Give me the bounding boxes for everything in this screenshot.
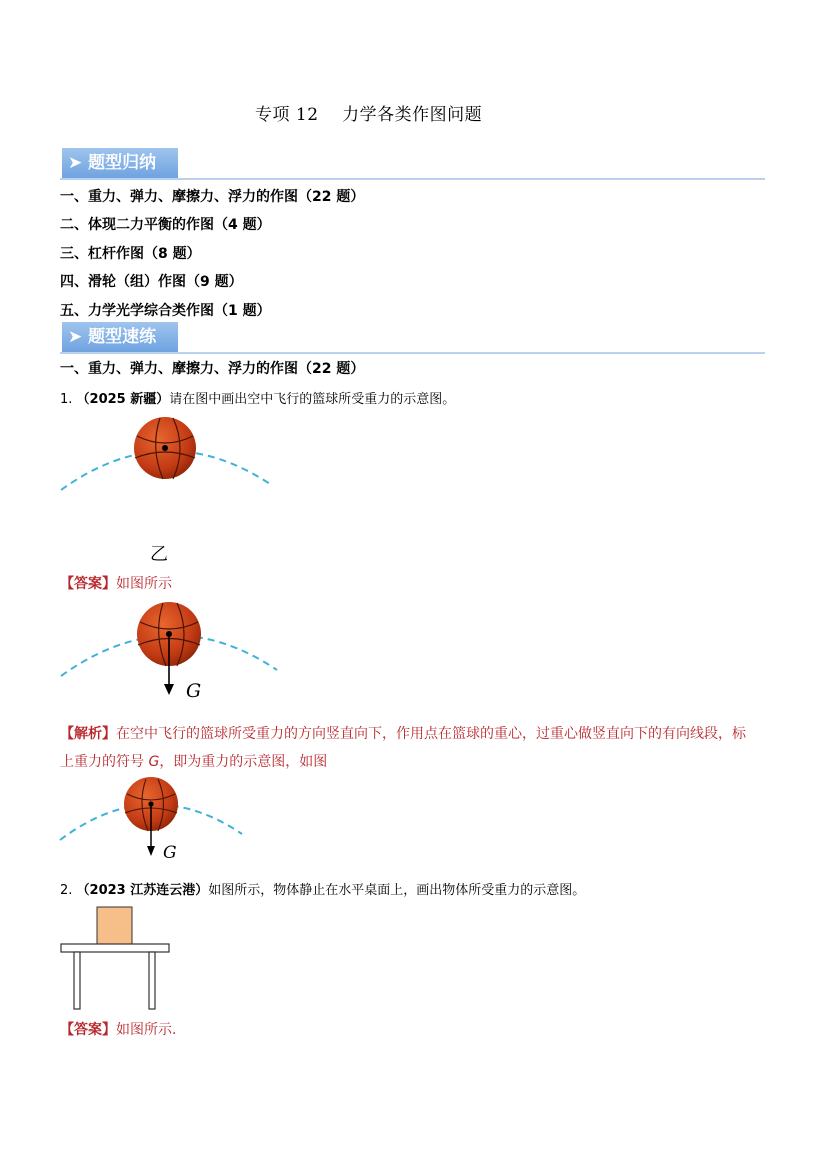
question-text: 请在图中画出空中飞行的篮球所受重力的示意图。 [169, 392, 456, 407]
banner-label: ➤ 题型速练 [62, 322, 178, 352]
gravity-symbol: G [148, 754, 160, 770]
question-source: （2025 新疆） [76, 392, 170, 407]
block [97, 907, 132, 944]
analysis-tag: 【解析】 [60, 726, 116, 742]
force-label: G [186, 680, 202, 702]
answer-1 [60, 573, 172, 593]
answer-basketball-figure [55, 598, 285, 708]
answer-text: 如图所示. [116, 1022, 177, 1038]
question-number: 1. [60, 392, 73, 407]
table-leg [149, 952, 155, 1009]
category-item: 五、力学光学综合类作图（1 题） [60, 303, 271, 319]
answer-2 [60, 1019, 176, 1039]
basketball-figure [55, 410, 280, 570]
category-item: 三、杠杆作图（8 题） [60, 246, 201, 262]
analysis-text: 在空中飞行的篮球所受重力的方向竖直向下，作用点在篮球的重心，过重心做竖直向下的有向线段，标 [116, 726, 746, 742]
answer-tag: 【答案】 [60, 576, 116, 592]
answer-text: 如图所示 [116, 576, 172, 592]
analysis-1 [60, 720, 780, 776]
category-item: 二、体现二力平衡的作图（4 题） [60, 217, 271, 233]
page-title: 专项 12 力学各类作图问题 [255, 105, 483, 125]
table-top [61, 944, 169, 952]
answer-tag: 【答案】 [60, 1022, 116, 1038]
table-figure [58, 905, 178, 1013]
question-text: 如图所示，物体静止在水平桌面上，画出物体所受重力的示意图。 [208, 883, 586, 898]
banner-rule [60, 352, 765, 354]
analysis-line [60, 720, 780, 748]
banner-label: ➤ 题型归纳 [62, 148, 178, 178]
category-item: 一、重力、弹力、摩擦力、浮力的作图（22 题） [60, 189, 365, 205]
table-leg [74, 952, 80, 1009]
question-number: 2. [60, 883, 73, 898]
question-2 [60, 879, 585, 898]
analysis-basketball-figure [55, 774, 250, 869]
section-banner-summary [60, 148, 765, 180]
category-item: 四、滑轮（组）作图（9 题） [60, 274, 243, 290]
question-source: （2023 江苏连云港） [76, 883, 209, 898]
banner-rule [60, 178, 765, 180]
analysis-line [60, 748, 780, 776]
section-heading: 一、重力、弹力、摩擦力、浮力的作图（22 题） [60, 361, 365, 377]
basketball [134, 417, 196, 479]
analysis-text: ，即为重力的示意图，如图 [159, 754, 328, 770]
force-label: G [163, 843, 177, 863]
section-banner-practice [60, 322, 765, 354]
figure-label: 乙 [150, 544, 168, 565]
question-1 [60, 388, 455, 407]
analysis-text: 上重力的符号 [60, 754, 149, 770]
